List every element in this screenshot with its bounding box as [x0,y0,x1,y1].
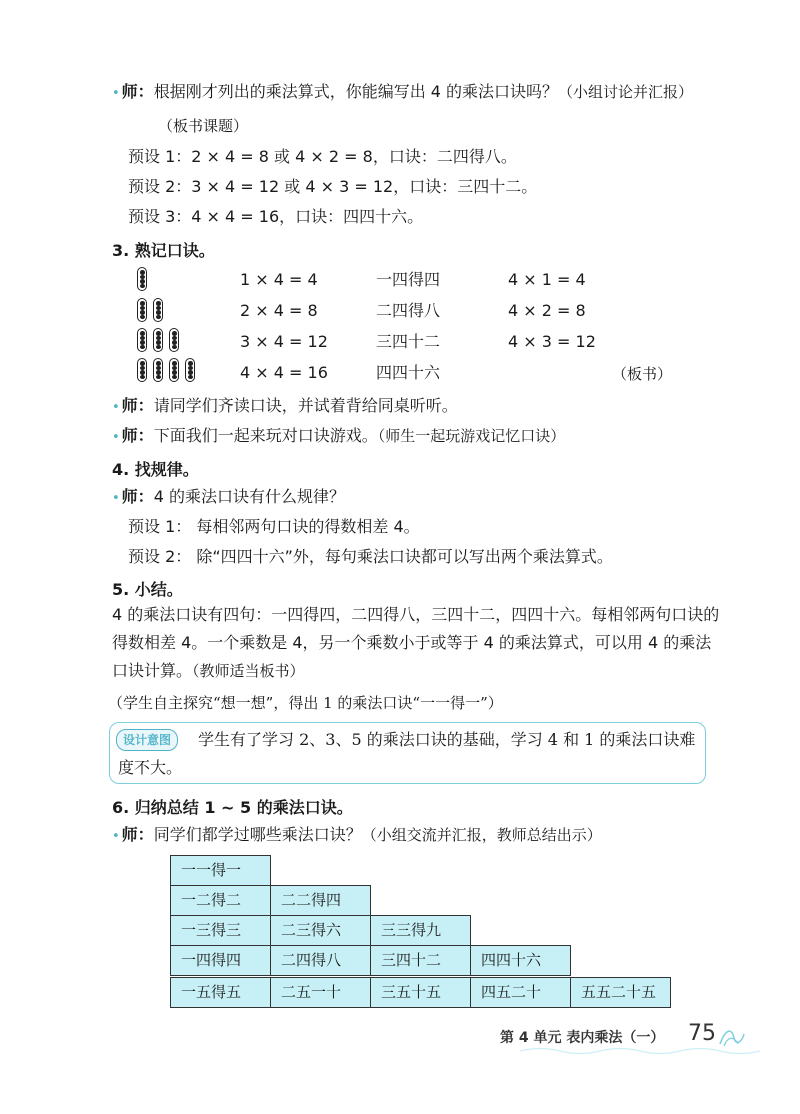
design-intent-badge: 设计意图 [116,729,178,751]
bead-sticks-1 [137,267,147,291]
bead-stick-icon [137,298,147,322]
bead-sticks-2 [137,298,163,322]
section6-title: 6. 归纳总结 1 ~ 5 的乘法口诀。 [112,798,353,817]
table-cell: 五五二十五 [570,977,671,1008]
bead-stick-icon [137,328,147,352]
table-cell: 二三得六 [270,915,371,946]
teacher-label: 师： [121,82,154,101]
section3-t2-note: （师生一起玩游戏记忆口诀） [377,427,566,445]
bead-stick-icon [137,358,147,382]
rhyme-row-4-rhyme: 四四十六 [376,363,441,382]
table-cell: 四四十六 [470,945,571,976]
intro-preset-2: 预设 2：3 × 4 = 12 或 4 × 3 = 12，口诀：三四十二。 [128,177,538,196]
rhyme-row-1-eq1: 1 × 4 = 4 [240,270,318,289]
intro-board-note: （板书课题） [158,117,249,135]
bead-stick-icon [153,358,163,382]
section3-t2-text: 下面我们一起来玩对口诀游戏。 [153,426,378,445]
bead-stick-icon [137,267,147,291]
intro-note: （小组讨论并汇报） [558,83,694,101]
table-cell: 一五得五 [170,977,271,1008]
rhyme-row-3-rhyme: 三四十二 [376,332,441,351]
design-intent-text: 学生有了学习 2、3、5 的乘法口诀的基础，学习 4 和 1 的乘法口诀难度不大。 [118,730,696,777]
rhyme-row-1-eq2: 4 × 1 = 4 [508,270,586,289]
section4-preset-1: 预设 1： 每相邻两句口诀的得数相差 4。 [128,517,420,536]
section6-teacher-line [112,825,602,847]
rhyme-row-3-eq1: 3 × 4 = 12 [240,332,328,351]
section3-t1-text: 请同学们齐读口诀，并试着背给同桌听听。 [153,396,458,415]
table-cell: 四五二十 [470,977,571,1008]
section5-explore-note: （学生自主探究“想一想”，得出 1 的乘法口诀“一一得一”） [108,694,503,712]
table-cell: 二二得四 [270,885,371,916]
table-cell: 三四十二 [370,945,471,976]
section4-teacher-line [112,487,345,509]
bead-sticks-3 [137,328,179,352]
bullet-icon: • [112,86,120,101]
rhyme-row-1-rhyme: 一四得四 [376,270,441,289]
rhyme-row-4-eq1: 4 × 4 = 16 [240,363,328,382]
teacher-label: 师： [121,825,154,844]
bullet-icon: • [112,491,120,506]
table-cell: 三五十五 [370,977,471,1008]
footer-wave-line [520,1046,760,1056]
section3-teacher-line-2 [112,426,565,448]
section6-t-note: （小组交流并汇报，教师总结出示） [361,826,602,844]
bead-stick-icon [169,328,179,352]
section6-t-text: 同学们都学过哪些乘法口诀？ [153,825,362,844]
bead-stick-icon [153,298,163,322]
bullet-icon: • [112,400,120,415]
bullet-icon: • [112,430,120,445]
section4-t-text: 4 的乘法口诀有什么规律？ [153,487,345,506]
section3-title: 3. 熟记口诀。 [112,241,215,260]
rhyme-row-2-rhyme: 二四得八 [376,301,441,320]
intro-preset-3: 预设 3：4 × 4 = 16，口诀：四四十六。 [128,207,424,226]
table-cell: 二四得八 [270,945,371,976]
rhyme-row-2-eq1: 2 × 4 = 8 [240,301,318,320]
bead-sticks-4 [137,358,195,382]
section5-title: 5. 小结。 [112,580,183,599]
intro-teacher-line [112,82,693,104]
teacher-label: 师： [121,396,154,415]
table-cell: 一三得三 [170,915,271,946]
wave-decoration-icon [716,1024,746,1048]
table-cell: 一二得二 [170,885,271,916]
bead-stick-icon [169,358,179,382]
bead-stick-icon [185,358,195,382]
table-cell: 三三得九 [370,915,471,946]
bullet-icon: • [112,829,120,844]
page-number: 75 [688,1021,716,1046]
table-cell: 二五一十 [270,977,371,1008]
teacher-label: 师： [121,426,154,445]
section3-board-note: （板书） [612,365,673,383]
bead-stick-icon [153,328,163,352]
section4-preset-2: 预设 2： 除“四四十六”外，每句乘法口诀都可以写出两个乘法算式。 [128,547,613,566]
intro-question: 根据刚才列出的乘法算式，你能编写出 4 的乘法口诀吗？ [153,82,559,101]
table-cell: 一一得一 [170,855,271,886]
footer-unit: 第 4 单元 表内乘法（一） [500,1030,665,1046]
rhyme-row-2-eq2: 4 × 2 = 8 [508,301,586,320]
teacher-label: 师： [121,487,154,506]
table-cell: 一四得四 [170,945,271,976]
section3-teacher-line-1 [112,396,458,418]
section5-paragraph-block [112,601,722,685]
section5-paragraph: 4 的乘法口诀有四句：一四得四，二四得八，三四十二，四四十六。每相邻两句口诀的得数相差 4。一个乘数是 4，另一个乘数小于或等于 4 的乘法算式，可以用 4 的乘法口诀计算。 [112,605,720,680]
section5-paragraph-note: （教师适当板书） [192,662,305,680]
rhyme-row-3-eq2: 4 × 3 = 12 [508,332,596,351]
intro-preset-1: 预设 1：2 × 4 = 8 或 4 × 2 = 8，口诀：二四得八。 [128,147,517,166]
section4-title: 4. 找规律。 [112,460,199,479]
